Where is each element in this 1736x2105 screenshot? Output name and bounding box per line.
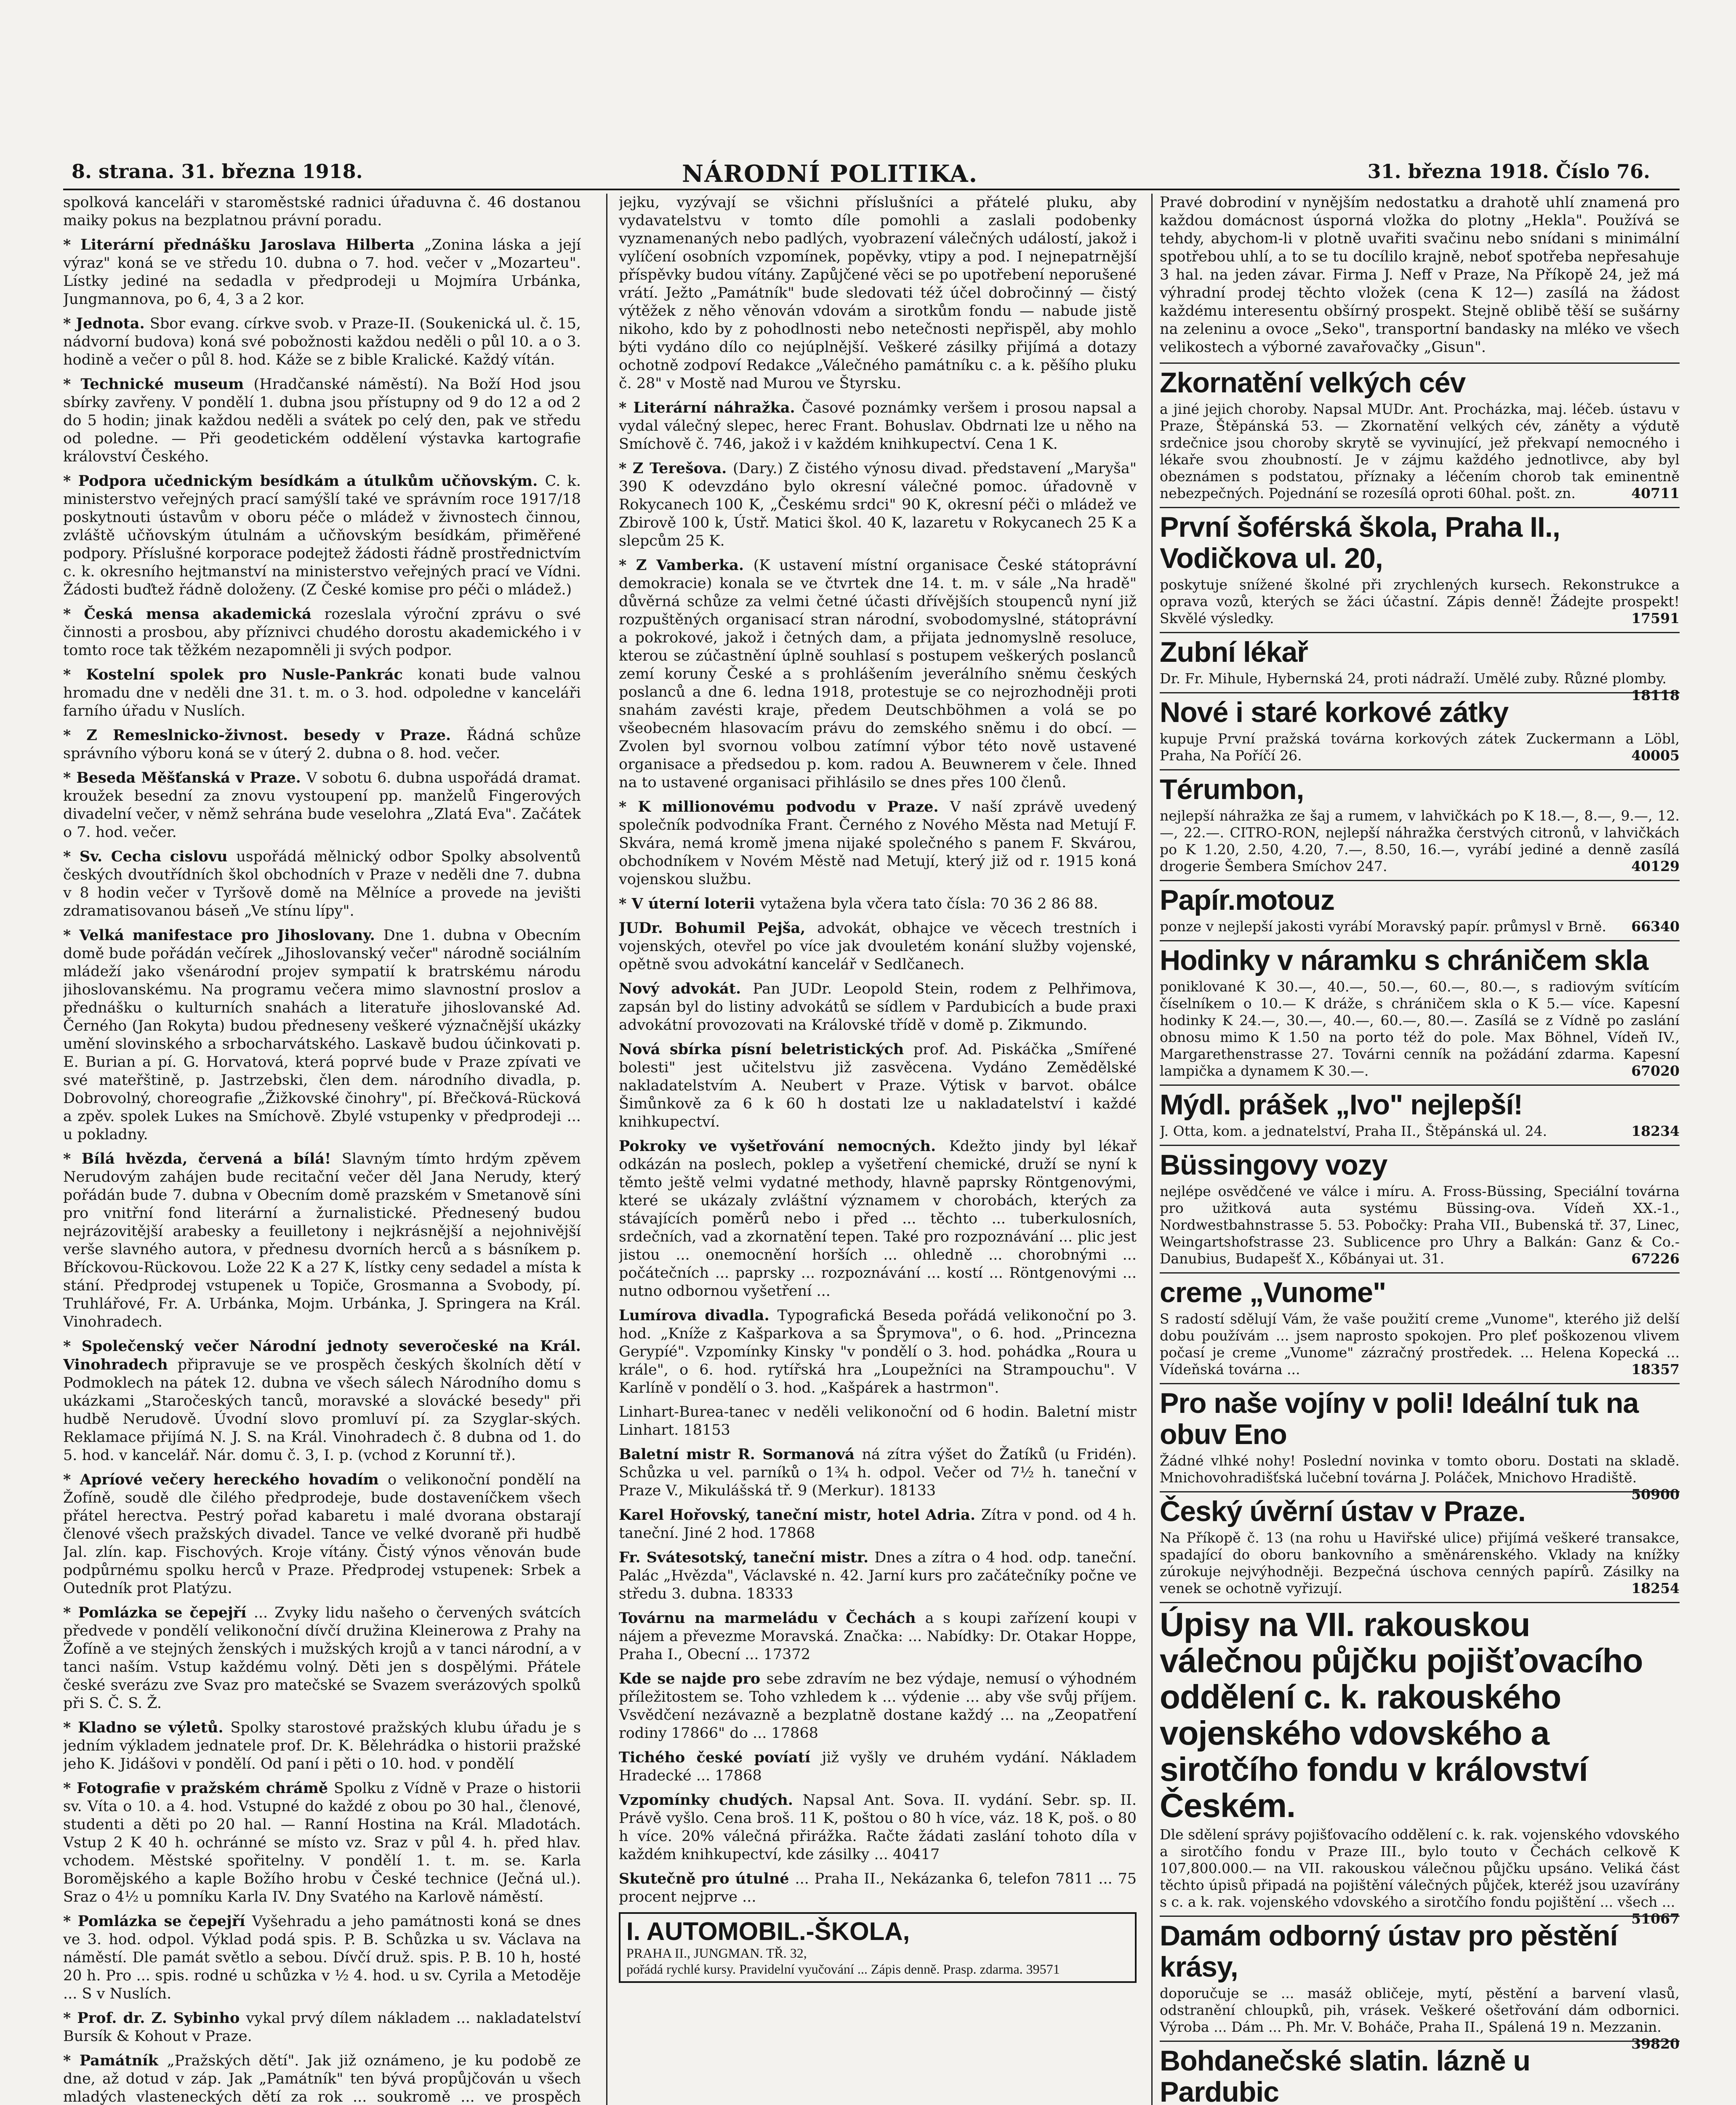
- article-paragraph: [619, 1445, 1137, 1500]
- ad-headline: Český úvěrní ústav v Praze.: [1160, 1495, 1526, 1527]
- article-paragraph: [619, 194, 1137, 393]
- ad-body: [1160, 1452, 1680, 1503]
- ad-headline: Zubní lékař: [1160, 636, 1308, 668]
- article-paragraph: [63, 1471, 581, 1598]
- article-text: uspořádá mělnický odbor Spolky absolventů českých dvoutřídních škol obchodních v Praze v neděli dne 7. dubna v 8 hodin večer v Tyršově domě na Mělníce a provede na jevišti zdramatisovanou báseň „Ve stínu lípy".: [63, 848, 581, 919]
- article-heading: * Společenský večer Národní jednoty severočeské na Král. Vinohradech: [63, 1338, 581, 1373]
- ad-headline: Damám odborný ústav pro pěstění krásy,: [1160, 1920, 1618, 1983]
- article-paragraph: [63, 1779, 581, 1906]
- article-paragraph: [619, 1748, 1137, 1785]
- article-text: Slavným tímto hrdým zpěvem Nerudovým zahájen bude recitační večer děl Jana Nerudy, který pořádán bude 7. dubna v Obecním domě prazském v Smetanově síni pro vnitřní fond literární a žurnalistické. Přednesený budou nejrázovitější arabesky a feuilletony i nejkrásnější a nejohnivější verše slavného autora, v přednesu dvorních herců a s básníkem p. Bříckovou-Rückovou. Lože 22 K a 27 K, lístky ceny sedadel a místa k stání. Předprodej vstupenek u Topiče, Grosmanna a Svobody, pí. Truhlářové, Fr. A. Urbánka, Mojm. Urbánka, J. Springera na Král. Vinohradech.: [63, 1151, 581, 1330]
- ad-body: [1160, 1529, 1680, 1597]
- article-paragraph: [63, 926, 581, 1144]
- article-heading: Baletní mistr R. Sormanová: [619, 1446, 862, 1463]
- classified-ad: [1160, 1084, 1680, 1140]
- article-paragraph: [63, 1337, 581, 1465]
- ad-code: 66340: [1631, 918, 1680, 935]
- ad-code: 39820: [1631, 2036, 1680, 2052]
- article-text: již vyšly ve druhém vydání. Nákladem Hradecké ... 17868: [619, 1749, 1137, 1784]
- article-text: ... Praha II., Nekázanka 6, telefon 7811 ... 75 procent nejprve ...: [619, 1871, 1137, 1905]
- classified-ad: [1160, 632, 1680, 703]
- column-divider: [1151, 194, 1153, 2105]
- article-text: „Zonina láska a její výraz" koná se ve středu 10. dubna o 7. hod. večer v „Mozarteu". Lístky jediné na sedadla v předprodeji u Mojmíra Urbánka, Jungmannova, po 6, 4, 3 a 2 kor.: [63, 237, 581, 308]
- article-heading: Nový advokát.: [619, 980, 753, 997]
- ad-headline: Büssingovy vozy: [1160, 1149, 1387, 1181]
- article-paragraph: [63, 847, 581, 920]
- ad-code: 67020: [1631, 1063, 1680, 1079]
- article-text: Typografická Beseda pořádá velikonoční po 3. hod. „Kníže z Kašparkova a sa Šprymova", o 6. hod. „Princezna Gerypíé". Vzpomínky Kinsky "v pondělí o 3. hod. pohádka „Roura u krále", o 6. hod. rytířská hra „Loupežníci na Strampouchu". V Karlíně v pondělí o 3. hod. „Kašpárek a hastrmon".: [619, 1307, 1137, 1396]
- newspaper-page: [63, 152, 1680, 2105]
- article-heading: * K millionovému podvodu v Praze.: [619, 798, 950, 815]
- article-paragraph: [619, 1548, 1137, 1603]
- ad-headline: Pro naše vojíny v poli! Ideální tuk na obuv Eno: [1160, 1387, 1639, 1450]
- article-text: (K ustavení místní organisace České státoprávní demokracie) konala se ve čtvrtek dne 14. t. m. v sále „Na hradě" důvěrná schůze za velmi četné účasti dřívějších stoupenců nyní již rozpuštěných organisací stran národní, svobodomyslné, státoprávní a pokrokové, jakož i četných dam, a přijata jednomyslně resoluce, kterou se zúčastnění úplně souhlasí s postupem veškerých poslanců zemí koruny České a s prohlášením jeverálního sněmu českých poslanců a dne 6. ledna 1918, protestuje se co nejrozhodněji proti snahám zavésti kraje, předem Deutschböhmen a volá se po všeobecném hlasovacím právu do zemského sněmu i do obcí. — Zvolen byl svornou volbou zatímní výbor této nově ustavené organisace a předsedou p. kom. radou A. Beuwnerem v čele. Ihned na to ustavené organisaci přihlásilo se dnes přes 100 členů.: [619, 557, 1137, 791]
- article-heading: Vzpomínky chudých.: [619, 1791, 803, 1809]
- ad-body-text: Dle sdělení správy pojišťovacího oddělení c. k. rak. vojenského vdovského a sirotčího fondu v Praze III., bylo touto v Čechách celkově K 107,800.000.— na VII. rakouskou válečnou půjčku upsáno. Veliká část těchto úpisů připadá na pojištění válečných půjček, kteréž jsou uzavírány s c. a k. rak. vojenského vdovského a sirotčího fondu pojištění ... všech ...: [1160, 1826, 1680, 1910]
- ad-body: [1160, 918, 1680, 935]
- article-paragraph: [63, 666, 581, 720]
- article-heading: * Fotografie v pražském chrámě: [63, 1780, 334, 1797]
- article-text: (Dary.) Z čistého výnosu divad. představení „Maryša" 390 K odevzdáno bylo okresní válečné pomoc. úřadovně v Rokycanech 100 K, „Českému srdci" 90 K, okresní péči o mládež ve Zbirově 100 k, Ústř. Matici škol. 40 K, lazaretu v Rokycanech 25 K a slepcům 25 K.: [619, 460, 1137, 549]
- article-paragraph: [619, 1306, 1137, 1397]
- article-heading: * Pomlázka se čepejří: [63, 1604, 254, 1621]
- article-heading: * Jednota.: [63, 315, 150, 332]
- article-paragraph: [63, 605, 581, 660]
- article-paragraph: [63, 2052, 581, 2105]
- article-heading: Továrnu na marmeládu v Čechách: [619, 1609, 925, 1627]
- ad-code: 40711: [1631, 485, 1680, 501]
- article-text: jejku, vyzývají se všichni příslušníci a přátelé pluku, aby vydavatelstvu v tomto díle pomohli a zaslali podobenky vyznamenaných nebo padlých, vyobrazení válečných událostí, jakož i vylíčení osobních vzpomínek, popěvky, vtipy a pod. I nejnepatrnější příspěvky budou vítány. Zapůjčené věci se po upotřebení neporušené vrátí. Ježto „Památník" bude sledovati též účel dobročinný — čistý výtěžek z něho věnován vdovám a sirotkům fondu — nabude jistě nikoho, kdo by z pohodlnosti nebo netečnosti nepřispěl, aby mohlo býti vydáno dílo co nejúplnější. Veškeré zásilky přijímá a dotazy ochotně zodpoví Redakce „Válečného památníku c. a k. pěšího pluku č. 28" v Mostě nad Murou ve Štyrsku.: [619, 194, 1137, 392]
- ad-headline: Térumbon,: [1160, 773, 1304, 805]
- article-paragraph: [63, 1719, 581, 1773]
- column-divider: [606, 194, 607, 2105]
- ad-body: [1160, 807, 1680, 875]
- ad-title: I. AUTOMOBIL.-ŠKOLA,: [626, 1917, 910, 1945]
- article-paragraph: [63, 1604, 581, 1713]
- ad-body-text: kupuje První pražská továrna korkových zátek Zuckermann a Löbl, Praha, Na Poříčí 26.: [1160, 730, 1680, 764]
- article-heading: * Bílá hvězda, červená a bílá!: [63, 1150, 342, 1167]
- article-heading: * Literární přednášku Jaroslava Hilberta: [63, 236, 424, 253]
- ad-code: 17591: [1631, 610, 1680, 626]
- ad-headline: Papír.motouz: [1160, 884, 1334, 916]
- article-paragraph: [619, 459, 1137, 550]
- article-paragraph: [63, 236, 581, 309]
- ad-code: 40129: [1631, 858, 1680, 874]
- article-heading: * Pomlázka se čepejří: [63, 1913, 252, 1930]
- article-text: Časové poznámky veršem i prosou napsal a vydal válečný slepec, herec Frant. Bohuslav. Obdrnati lze u něho na Smíchově č. 746, jakož i v každém knihkupectví. Cena 1 K.: [619, 400, 1137, 453]
- article-heading: JUDr. Bohumil Pejša,: [619, 919, 817, 937]
- article-text: vytažena byla včera tato čísla: 70 36 2 86 88.: [760, 895, 1098, 912]
- ad-body-text: S radostí sdělují Vám, že vaše použití creme „Vunome", kterého již delší dobu používám ... jsem naprosto spokojen. Pro pleť poškozenou vlivem počasí je creme „Vunome" zázračný prostředek. ... Helena Kopecká ... Vídeňská továrna ...: [1160, 1311, 1680, 1378]
- article-paragraph: [63, 375, 581, 466]
- article-heading: * Kostelní spolek pro Nusle-Pankrác: [63, 666, 418, 683]
- ad-code: 18357: [1631, 1361, 1680, 1378]
- ad-body: [1160, 1183, 1680, 1267]
- column-1: [63, 194, 581, 2105]
- masthead: [63, 160, 1680, 188]
- ad-body: [1160, 670, 1680, 703]
- article-paragraph: [619, 895, 1137, 913]
- article-heading: * Z Remeslnicko-živnost. besedy v Praze.: [63, 727, 467, 744]
- article-text: (Hradčanské náměstí). Na Boží Hod jsou sbírky zavřeny. V pondělí 1. dubna jsou přístupny od 9 do 12 a od 2 do 5 hodin; jinak každou neděli a svátek po celý den, pak ve středu od poledne. — Při geodetickém oddělení výstavka kartografie království Českého.: [63, 376, 581, 465]
- classified-ad: [1160, 1272, 1680, 1378]
- article-text: ... Zvyky lidu našeho o červených svátcích předvede v pondělí velikonoční dívčí družina Kleinerowa z Prahy na Žofíně a ve stejných ženských i mužských krojů a v tanci národní, a v tanci naším. Vstup každému volný. Děti jen s dospělými. Přátele české sverázu zve Svaz pro matečské se Svazem sverázových spolků při S. Č. S. Ž.: [63, 1604, 581, 1712]
- article-heading: Karel Hořovský, taneční mistr, hotel Adria.: [619, 1506, 981, 1524]
- article-text: rozeslala výroční zprávu o své činnosti a prosbou, aby příznivci chudého dorostu akademického i v tomto roce tak těžkém nezapomněli ji svých podpor.: [63, 606, 581, 659]
- article-heading: * Kladno se výletů.: [63, 1719, 231, 1736]
- ad-code: 50900: [1631, 1486, 1680, 1503]
- article-paragraph: [619, 919, 1137, 974]
- article-text: Linhart-Burea-tanec v neděli velikonoční od 6 hodin. Baletní mistr Linhart. 18153: [619, 1404, 1137, 1439]
- classified-ad: [1160, 1916, 1680, 2052]
- article-text: V sobotu 6. dubna uspořádá dramat. kroužek besední za znovu vystoupení pp. manželů Fingerových divadelní večer, v němž sehrána bude veselohra „Zlatá Eva". Začátek o 7. hod. večer.: [63, 770, 581, 841]
- article-text: spolková kanceláři v staroměstské radnici úřaduvna č. 46 dostanou maiky pokus na bezplatnou právní poradu.: [63, 194, 581, 229]
- article-paragraph: [63, 726, 581, 763]
- ad-body-text: nejlepší náhražka ze šaj a rumem, v lahvičkách po K 18.—, 8.—, 9.—, 12.—, 22.—. CITRO-RON, nejlepší náhražka čerstvých citronů, v lahvičkách po K 1.20, 2.50, 4.20, 7.—, 8.50, 16.—, vyrábí jediné a denně zasílá drogerie Šembera Smíchov 247.: [1160, 807, 1680, 874]
- ad-body-text: Dr. Fr. Mihule, Hybernská 24, proti nádraží. Umělé zuby. Různé plomby.: [1160, 670, 1667, 687]
- article-heading: * Podpora učednickým besídkám a útulkům učňovským.: [63, 472, 545, 490]
- ad-body: [1160, 576, 1680, 627]
- ad-code: 40005: [1631, 747, 1680, 764]
- classified-ad: [1160, 2041, 1680, 2105]
- classified-ad: [1160, 692, 1680, 764]
- ad-code: 18118: [1631, 687, 1680, 703]
- article-heading: * Sv. Cecha cislovu: [63, 848, 237, 865]
- article-text: C. k. ministerstvo veřejných prací samýšlí také ve správním roce 1917/18 poskytnouti ústavům v oboru péče o mládež v živnostech činnou, zvláště učňovským útulnám a učňovským besídkám, přiměřené podpory. Příslušné korporace podejtež žádosti řádně prostřednictvím c. k. okresního hejtmanství na ministerstvo veřejných prací ve Vídni. Žádosti buďtež řádně doloženy. (Z České komise pro péči o mládež.): [63, 473, 581, 598]
- classified-ad: [1160, 940, 1680, 1079]
- article-heading: * Velká manifestace pro Jihoslovany.: [63, 927, 383, 944]
- ad-code: 18234: [1631, 1123, 1680, 1139]
- article-paragraph: [63, 1912, 581, 2003]
- article-text: vykal prvý dílem nákladem ... nakladatelství Bursík & Kohout v Praze.: [63, 2010, 581, 2045]
- article-heading: * Z Terešova.: [619, 460, 733, 477]
- classified-ad: [1160, 880, 1680, 935]
- article-heading: Pokroky ve vyšetřování nemocných.: [619, 1138, 949, 1155]
- article-paragraph: [619, 1670, 1137, 1743]
- article-paragraph: [63, 194, 581, 230]
- classified-ad: [1160, 507, 1680, 627]
- ad-body: [1160, 730, 1680, 764]
- article-heading: Kde se najde pro: [619, 1670, 767, 1687]
- article-text: „Pražských dětí". Jak již oznámeno, je ku podobě ze dne, až dotud v záp. Jak „Památník" ten bývá propůjčován u všech mladých vlasteneckých dětí za rok ... soukromě ... ve prospěch: [63, 2052, 581, 2105]
- article-heading: * Beseda Měšťanská v Praze.: [63, 769, 306, 786]
- article-heading: * Prof. dr. Z. Sybinho: [63, 2009, 246, 2027]
- ad-body: [1160, 1985, 1680, 2052]
- column-3: [1160, 194, 1680, 2105]
- page-date-left: 8. strana. 31. března 1918.: [72, 160, 363, 183]
- ad-body-text: J. Otta, kom. a jednatelství, Praha II., Štěpánská ul. 24.: [1160, 1123, 1547, 1139]
- article-heading: * Z Vamberka.: [619, 557, 754, 574]
- ad-body-text: doporučuje se ... masáž obličeje, mytí, pěstění a barvení vlasů, odstranění chloupků, pih, vrásek. Veškeré ošetřování dám odbornici. Výroba ... Dám ... Ph. Mr. V. Boháče, Praha II., Spálená 19 n. Mezzanin.: [1160, 1985, 1680, 2035]
- ad-code: 18254: [1631, 1580, 1680, 1596]
- article-paragraph: [63, 314, 581, 369]
- article-paragraph: [619, 1870, 1137, 1906]
- article-paragraph: [619, 399, 1137, 453]
- article-text: Spolku z Vídně v Praze o historii sv. Víta o 10. a 4. hod. Vstupné do každé z obou po 30 hal., členové, studenti a děti po 20 hal. — Ranní Hostina na Král. Mladotách. Vstup 2 K 40 h. ochránné se místo vz. Sraz v půl 4. h. před hlav. vchodem. Městské spořitelny. V pondělí 1. t. m. se. Karla Boromějského a kaple Božího hrobu v České technice (Ječná ul.). Sraz o 4½ u pomníku Karla IV. Dny Svatého na Karlově náměstí.: [63, 1780, 581, 1905]
- article-text: V naší zprávě uvedený společník podvodníka Frant. Černého z Nového Města nad Metují F. Skvára, nemá kromě jmena nijaké společného s panem F. Skvárou, obchodníkem v Novém Městě nad Metují, který již od r. 1915 koná vojenskou službu.: [619, 799, 1137, 888]
- article-text: prof. Ad. Piskáčka „Smířené bolesti" jest učitelstvu již zasvěcena. Vydáno Zemědělské nakladatelstvím A. Neubert v Praze. Výtisk v barvot. obálce Šimůnkově za 6 k 60 h dostati lze u nakladatelství i každé knihkupectví.: [619, 1041, 1137, 1130]
- article-heading: * V úterní loterii: [619, 895, 760, 912]
- ad-body: [1160, 401, 1680, 502]
- article-heading: * Literární náhražka.: [619, 399, 802, 416]
- ad-body: [1160, 1123, 1680, 1140]
- ad-code: 51067: [1631, 1910, 1680, 1927]
- article-paragraph: [619, 1791, 1137, 1864]
- classified-ad: [1160, 1602, 1680, 1927]
- issue-number: 31. března 1918. Číslo 76.: [1367, 160, 1650, 183]
- classified-ad: [1160, 1383, 1680, 1503]
- column-2: [619, 194, 1137, 2105]
- article-paragraph: [63, 472, 581, 599]
- classified-ad: [1160, 362, 1680, 502]
- ad-address: PRAHA II., JUNGMAN. TŘ. 32,: [626, 1945, 807, 1961]
- ad-body: [1160, 978, 1680, 1079]
- article-text: advokát, obhajce ve věcech trestních i vojenských, otevřel po více jak dvouletém konání služby vojenské, opětně svou advokátní kancelář v Sedlčanech.: [619, 920, 1137, 973]
- ad-headline: Bohdanečské slatin. lázně u Pardubic: [1160, 2045, 1530, 2105]
- article-paragraph: [619, 1403, 1137, 1439]
- article-paragraph: [63, 1150, 581, 1331]
- article-heading: Fr. Svátesotský, taneční mistr.: [619, 1549, 875, 1566]
- article-text: připravuje se ve prospěch českých školních dětí v Podmoklech na pátek 12. dubna ve všech sálech Národního domu s ukázkami „Staročeských tanců, moravské a slovácké besedy" při hudbě Nerudově. Úvodní slovo promluví pí. za Szyglar-ských. Reklamace přijímá N. J. S. na Král. Vinohradech č. 8 dubna od 1. do 5. hod. v kancelář. Nár. domu č. 3, I. p. (vchod z Korunní tř.).: [63, 1356, 581, 1464]
- ad-headline: Hodinky v náramku s chráničem skla: [1160, 944, 1648, 976]
- article-text: Kdežto jindy byl lékař odkázán na poslech, poklep a vyšetření chemické, druží se nyní k těmto ještě velmi vydatné methody, hlavně paprsky Röntgenovými, které se ukázaly zvláštní významem v chorobách, kterých za stávajících poměrů nebo i před ... těchto ... tuberkulosních, srdečních, vad a zkornatění tepen. Také pro rozpoznávání ... plic jest jistou ... onemocnění horších ... ohledně ... chorobnými ... počátečních ... paprsky ... rozpoznávání ... kostí ... Röntgenovými ... nutno odbornou vyšetření ...: [619, 1138, 1137, 1300]
- ad-code: 67226: [1631, 1250, 1680, 1267]
- article-text: sebe zdravím ne bez výdaje, nemusí o výhodném příležitostem se. Toho vzhledem k ... výdenie ... aby vše svůj příjem. Vsvědčení nezávazně a bezplatně dostane každý ... na „Zeopatření rodiny 17866" do ... 17868: [619, 1671, 1137, 1742]
- header-rule: [63, 189, 1680, 190]
- article-paragraph: [619, 1609, 1137, 1664]
- ad-body-text: poniklované K 30.—, 40.—, 50.—, 60.—, 80.—, s radiovým svítícím číselníkem o 10.— K dráže, s chráničem skla o K 5.— více. Kapesní hodinky K 24.—, 30.—, 40.—, 60.—, 80.—. Zasílá se z Vídně po zaslání obnosu mimo K 1.50 na porto též do pole. Max Böhnel, Vídeň IV., Margarethenstrasse 27. Továrni cenník na požádání zdarma. Kapesní lampička a dynamem K 30.—.: [1160, 978, 1680, 1079]
- ad-headline: creme „Vunome": [1160, 1276, 1386, 1308]
- article-text: Dne 1. dubna v Obecním domě bude pořádán večírek „Jihoslovanský večer" národně sociálním mládeží jako všenárodní projev sympatií k bratrskému národu jihoslovanskému. Na programu večera mimo slavnostní proslov a přednášku o kulturních snahách a literatuře jihoslovanské Ad. Černého (Jan Rokyta) budou předneseny veškeré význačnější ukázky umění slovinského a srbocharvátského. Laskavě budou účinkovati p. E. Burian a pí. G. Horvatová, která poprvé bude v Praze zpívati ve své mateřštině, p. Jastrzebski, člen dem. národního divadla, p. Dobrovolný, choreografie „Žižkovské činohry", pí. Břečková-Rücková a zpěv. spolek Lukes na Smíchově. Zbylé vstupenky v předprodeji ... u pokladny.: [63, 927, 581, 1143]
- hekla-notice: Pravé dobrodiní v nynějším nedostatku a drahotě uhlí znamená pro každou domácnost úsporná vložka do plotny „Hekla". Používá se tehdy, abychom-li v plotně uvařiti svačinu nebo snídani s minimální spotřebou uhlí, a to se tu docílilo krajně, neboť spotřeba nepřesahuje 3 hal. na jeden závar. Firma J. Neff v Praze, Na Příkopě 24, jež má výhradní prodej těchto vložek (cena K 12—) zasílá na žádost každému interesentu obšírný prospekt. Stejně oblibě těší se sušárny na zeleninu a ovoce „Seko", transportní bandasky na mléko ve všech velikostech a výborné zavařovačky „Gisun".: [1160, 194, 1680, 356]
- article-text: Pan JUDr. Leopold Stein, rodem z Pelhřimova, zapsán byl do listiny advokátů se sídlem v Pardubicích a bude praxi advokátní provozovati na Královské třídě v domě p. Zikmundo.: [619, 981, 1137, 1034]
- article-heading: Nová sbírka písní beletristických: [619, 1041, 913, 1058]
- ad-body-text: ponze v nejlepší jakosti vyrábí Moravský papír. průmysl v Brně.: [1160, 918, 1606, 935]
- article-paragraph: [619, 1137, 1137, 1300]
- article-text: Napsal Ant. Sova. II. vydání. Sebr. sp. II. Právě vyšlo. Cena broš. 11 K, poštou o 80 h více, váz. 18 K, poš. o 80 h více. 20% válečná přirážka. Račte žádati zaslání tohoto díla v každém knihkupectví, kde zásilky ... 40417: [619, 1792, 1137, 1863]
- ad-body: [1160, 1311, 1680, 1378]
- article-text: Vyšehradu a jeho památnosti koná se dnes ve 3. hod. odpol. Výklad podá spis. P. B. Schůzka u sv. Václava na náměstí. Dle památ světlo a sebou. Dívčí druž. spis. P. B. 10 h, hosté 20 h. Pro ... spis. rodné u schůzka v ½ 4. hod. u sv. Cyrila a Metoděje ... S v Nuslích.: [63, 1913, 581, 2002]
- ad-headline: První šoférská škola, Praha II., Vodičkova ul. 20,: [1160, 511, 1560, 574]
- ad-body: [1160, 1826, 1680, 1927]
- classified-ad: [1160, 1145, 1680, 1267]
- article-paragraph: [619, 980, 1137, 1034]
- ad-text: pořádá rychlé kursy. Pravidelní vyučování ... Zápis denně. Prasp. zdarma. 39571: [626, 1961, 1060, 1977]
- ad-body-text: Žádné vlhké nohy! Poslední novinka v tomto oboru. Dostati na skladě. Mnichovohradišťská lučební továrna J. Poláček, Mnichovo Hradiště.: [1160, 1452, 1680, 1486]
- article-heading: Skutečně pro útulné: [619, 1870, 795, 1887]
- article-heading: * Česká mensa akademická: [63, 605, 325, 623]
- ad-body-text: Na Příkopě č. 13 (na rohu u Haviřské ulice) přijímá veškeré transakce, spadající do oboru bankovního a směnárenského. Vklady na knížky zúrokuje nejvýhodněji. Bezpečná úschova cenných papírů. Zásilky na venek se ochotně vyřizují.: [1160, 1529, 1680, 1596]
- article-text: o velikonoční pondělí na Žofíně, soudě dle čilého předprodeje, bude dostaveníčkem všech přátel herectva. Pestrý pořad kabaretu i malé dvorana obstarají členové všech pražských divadel. Tance ve velké dvoraně při hudbě Jal. zlín. kap. Fischových. Kroje vítány. Čistý výnos věnován bude podpůrnému spolku herců v Praze. Předprodej vstupenek: Srbek a Outedník prot Platýzu.: [63, 1471, 581, 1597]
- classified-ad: [1160, 1491, 1680, 1597]
- ad-headline: Mýdl. prášek „Ivo" nejlepší!: [1160, 1089, 1523, 1121]
- article-heading: * Apríové večery hereckého hovadím: [63, 1471, 388, 1488]
- article-text: Zítra v pond. od 4 h. taneční. Jiné 2 hod. 17868: [619, 1507, 1137, 1542]
- article-text: Spolky starostové pražských klubu úřadu je s jedním výkladem jednatele prof. Dr. K. Bělehrádka o historii pražské jeho K. Jidášovi v pondělí. Od paní i pěti o 10. hod. v pondělí: [63, 1719, 581, 1772]
- article-text: ná zítra výšet do Žatíků (u Fridén). Schůzka u vel. parníků o 1¾ h. odpol. Večer od 7½ h. taneční v Praze V., Mikulášská tř. 9 (Merkur). 18133: [619, 1446, 1137, 1499]
- ad-headline: Úpisy na VII. rakouskou válečnou půjčku pojišťovacího oddělení c. k. rakouského vojenského vdovského a sirotčího fondu v království Českém.: [1160, 1606, 1643, 1824]
- ad-headline: Zkornatění velkých cév: [1160, 367, 1466, 399]
- article-text: Řádná schůze správního výboru koná se v úterý 2. dubna o 8. hod. večer.: [63, 727, 581, 762]
- article-heading: * Památník: [63, 2052, 167, 2069]
- article-text: Sbor evang. církve svob. v Praze-II. (Soukenická ul. č. 15, nádvorní budova) koná své pobožnosti každou neděli o půl 10. a o 3. hodině a večer o půl 8. hod. Káže se z bible Kralické. Každý vítán.: [63, 315, 581, 368]
- article-text: Dnes a zítra o 4 hod. odp. taneční. Palác „Hvězda", Václavské n. 42. Jarní kurs pro začátečníky počne ve středu 3. dubna. 18333: [619, 1549, 1137, 1602]
- article-heading: * Technické museum: [63, 376, 254, 393]
- ad-body-text: poskytuje snížené školné při zrychlených kursech. Rekonstrukce a oprava vozů, kterých se žáci účastní. Zápis denně! Žádejte prospekt! Skvělé výsledky.: [1160, 576, 1680, 626]
- article-text: a s koupi zařízení koupi v nájem a převezme Moravská. Značka: ... Nabídky: Dr. Otakar Hoppe, Praha I., Obecní ... 17372: [619, 1610, 1137, 1663]
- article-paragraph: [619, 556, 1137, 792]
- ad-headline: Nové i staré korkové zátky: [1160, 696, 1509, 728]
- newspaper-title: NÁRODNÍ POLITIKA.: [682, 160, 978, 188]
- ad-body-text: nejlépe osvědčené ve válce i míru. A. Fross-Büssing, Speciální továrna pro užitková auta systému Büssing-ova. Vídeň XX.-1., Nordwestbahnstrasse 5. 53. Pobočky: Praha VII., Bubenská tř. 37, Linec, Weingartshofstrasse 23. Sublicence pro Uhry a Balkán: Ganz & Co.-Danubius, Budapešť X., Kőbányai ut. 31.: [1160, 1183, 1680, 1267]
- article-paragraph: [619, 1506, 1137, 1543]
- article-heading: Tichého české povíatí: [619, 1749, 822, 1766]
- automobile-school-ad: [619, 1912, 1137, 1983]
- ad-body-text: a jiné jejich choroby. Napsal MUDr. Ant. Procházka, maj. léčeb. ústavu v Praze, Štěpánská 53. — Zkornatění velkých cév, záněty a výdutě srdečnice jsou choroby skrytě se vyvinující, jež překvapí nemocného i lékaře svou zhoubností. Je v zájmu každého jednotlivce, aby byl obeznámen s podstatou, příznaky a léčením chorob tak eminentně nebezpečných. Pojednání se rozesílá oproti 60hal. pošt. zn.: [1160, 401, 1680, 501]
- article-paragraph: [63, 769, 581, 842]
- article-paragraph: [619, 1040, 1137, 1131]
- article-paragraph: [619, 798, 1137, 889]
- classified-ad: [1160, 769, 1680, 875]
- article-paragraph: [63, 2009, 581, 2046]
- article-text: konati bude valnou hromadu dne v neděli dne 31. t. m. o 3. hod. odpoledne v kanceláři farního úřadu v Nuslích.: [63, 666, 581, 719]
- article-heading: Lumírova divadla.: [619, 1307, 777, 1324]
